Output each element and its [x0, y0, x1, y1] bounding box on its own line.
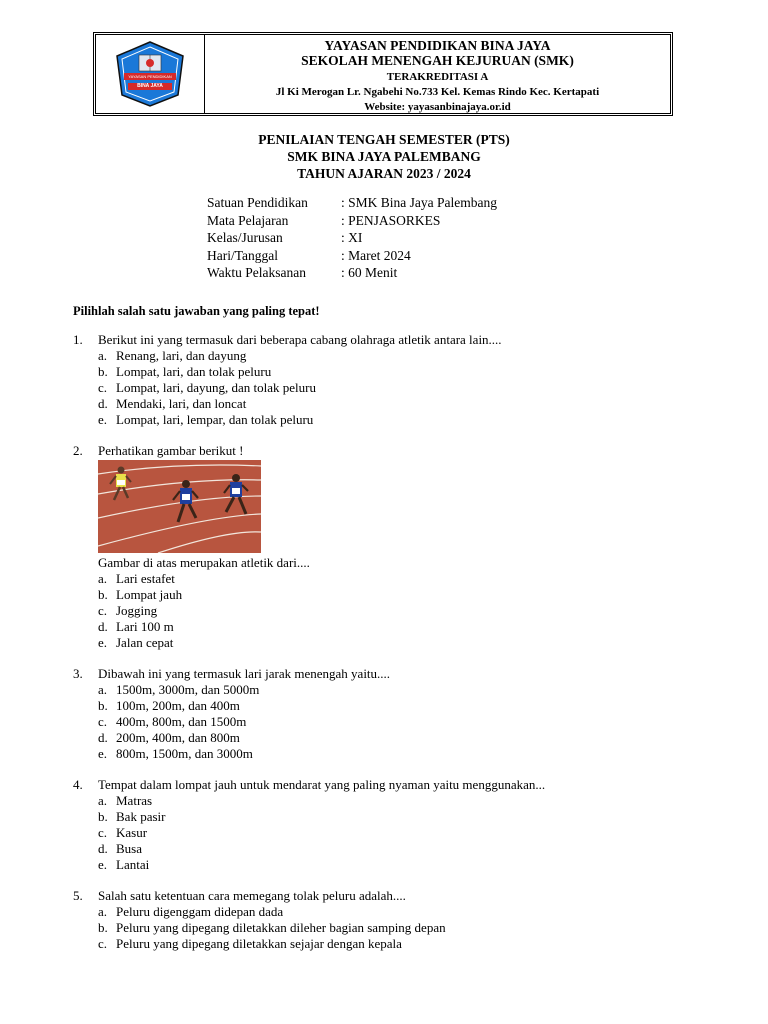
- exam-title-line-3: TAHUN AJARAN 2023 / 2024: [297, 166, 471, 181]
- question-number: 5.: [73, 888, 83, 903]
- exam-title-line-2: SMK BINA JAYA PALEMBANG: [287, 149, 481, 164]
- info-value: : SMK Bina Jaya Palembang: [341, 195, 497, 210]
- option-letter: a.: [98, 571, 108, 586]
- option-text: Lari 100 m: [116, 619, 174, 634]
- option-text: Peluru digenggam didepan dada: [116, 904, 284, 919]
- info-value: : 60 Menit: [341, 265, 398, 280]
- option-letter: a.: [98, 904, 108, 919]
- info-row: [207, 247, 497, 265]
- option-text: Lompat, lari, dayung, dan tolak peluru: [116, 380, 317, 395]
- exam-title: [0, 131, 768, 182]
- option-text: Kasur: [116, 825, 148, 840]
- option-text: Mendaki, lari, dan loncat: [116, 396, 247, 411]
- question-number: 3.: [73, 666, 83, 681]
- option-letter: a.: [98, 348, 108, 363]
- option-text: 400m, 800m, dan 1500m: [116, 714, 247, 729]
- logo-text-top: YAYASAN PENDIDIKAN: [128, 74, 172, 79]
- school-website: Website: yayasanbinajaya.or.id: [364, 101, 511, 113]
- exam-info: [207, 194, 497, 282]
- question-number: 1.: [73, 332, 83, 347]
- option-letter: d.: [98, 730, 108, 745]
- option-text: Lompat jauh: [116, 587, 183, 602]
- option-text: Matras: [116, 793, 153, 808]
- header-text: [205, 35, 670, 113]
- option-letter: d.: [98, 619, 108, 634]
- accreditation: TERAKREDITASI A: [386, 71, 489, 83]
- logo-text-bottom: BINA JAYA: [137, 83, 163, 89]
- option-text: Jalan cepat: [116, 635, 174, 650]
- question-text: Salah satu ketentuan cara memegang tolak peluru adalah....: [98, 888, 406, 903]
- foundation-name: YAYASAN PENDIDIKAN BINA JAYA: [324, 38, 551, 53]
- info-value: : PENJASORKES: [341, 212, 441, 228]
- school-header: [93, 32, 673, 116]
- info-label: Hari/Tanggal: [207, 247, 279, 263]
- info-label: Kelas/Jurusan: [207, 230, 283, 245]
- option-letter: a.: [98, 793, 108, 808]
- option-text: Peluru yang dipegang diletakkan dileher bagian samping depan: [116, 920, 446, 935]
- exam-title-line-1: PENILAIAN TENGAH SEMESTER (PTS): [258, 132, 510, 147]
- question-text: Tempat dalam lompat jauh untuk mendarat yang paling nyaman yaitu menggunakan...: [98, 777, 546, 792]
- runners-photo: [98, 460, 261, 553]
- instruction: Pilihlah salah satu jawaban yang paling tepat!: [73, 304, 320, 318]
- info-row: [207, 229, 497, 247]
- option-letter: e.: [98, 746, 108, 761]
- option-letter: d.: [98, 841, 108, 856]
- logo-cell: [96, 35, 205, 113]
- question-text: Gambar di atas merupakan atletik dari....: [98, 555, 310, 570]
- option-text: 200m, 400m, dan 800m: [116, 730, 240, 745]
- option-text: Lompat, lari, dan tolak peluru: [116, 364, 272, 379]
- option-text: Jogging: [116, 603, 158, 618]
- question-number: 4.: [73, 777, 83, 792]
- option-text: Bak pasir: [116, 809, 166, 824]
- option-text: Peluru yang dipegang diletakkan sejajar dengan kepala: [116, 936, 402, 951]
- info-value: : Maret 2024: [341, 247, 411, 263]
- option-text: 1500m, 3000m, dan 5000m: [116, 682, 260, 697]
- option-letter: b.: [98, 809, 108, 824]
- option-letter: b.: [98, 587, 108, 602]
- option-letter: c.: [98, 603, 108, 618]
- option-letter: e.: [98, 857, 108, 872]
- info-row: [207, 194, 497, 212]
- option-letter: b.: [98, 364, 108, 379]
- option-letter: d.: [98, 396, 108, 411]
- school-name: SEKOLAH MENENGAH KEJURUAN (SMK): [301, 53, 574, 68]
- option-text: 800m, 1500m, dan 3000m: [116, 746, 253, 761]
- question-text: Perhatikan gambar berikut !: [98, 443, 244, 458]
- option-letter: b.: [98, 698, 108, 713]
- info-label: Satuan Pendidikan: [207, 195, 308, 210]
- info-label: Waktu Pelaksanan: [207, 265, 307, 280]
- question-text: Berikut ini yang termasuk dari beberapa cabang olahraga atletik antara lain....: [98, 332, 502, 347]
- option-letter: c.: [98, 380, 108, 395]
- option-text: 100m, 200m, dan 400m: [116, 698, 240, 713]
- option-text: Lompat, lari, lempar, dan tolak peluru: [116, 412, 314, 427]
- question-text: Dibawah ini yang termasuk lari jarak menengah yaitu....: [98, 666, 391, 681]
- option-text: Lari estafet: [116, 571, 175, 586]
- option-letter: c.: [98, 825, 108, 840]
- running-track-image: [98, 460, 261, 553]
- option-text: Renang, lari, dan dayung: [116, 348, 247, 363]
- option-letter: e.: [98, 635, 108, 650]
- question-number: 2.: [73, 443, 83, 458]
- option-text: Busa: [116, 841, 142, 856]
- info-label: Mata Pelajaran: [207, 212, 289, 228]
- option-letter: b.: [98, 920, 108, 935]
- option-letter: c.: [98, 714, 108, 729]
- option-text: Lantai: [116, 857, 150, 872]
- info-row: [207, 264, 497, 282]
- option-letter: a.: [98, 682, 108, 697]
- school-address: Jl Ki Merogan Lr. Ngabehi No.733 Kel. Kemas Rindo Kec. Kertapati: [275, 86, 600, 98]
- info-value: : XI: [341, 230, 363, 245]
- info-row: [207, 212, 497, 230]
- option-letter: e.: [98, 412, 108, 427]
- option-letter: c.: [98, 936, 108, 951]
